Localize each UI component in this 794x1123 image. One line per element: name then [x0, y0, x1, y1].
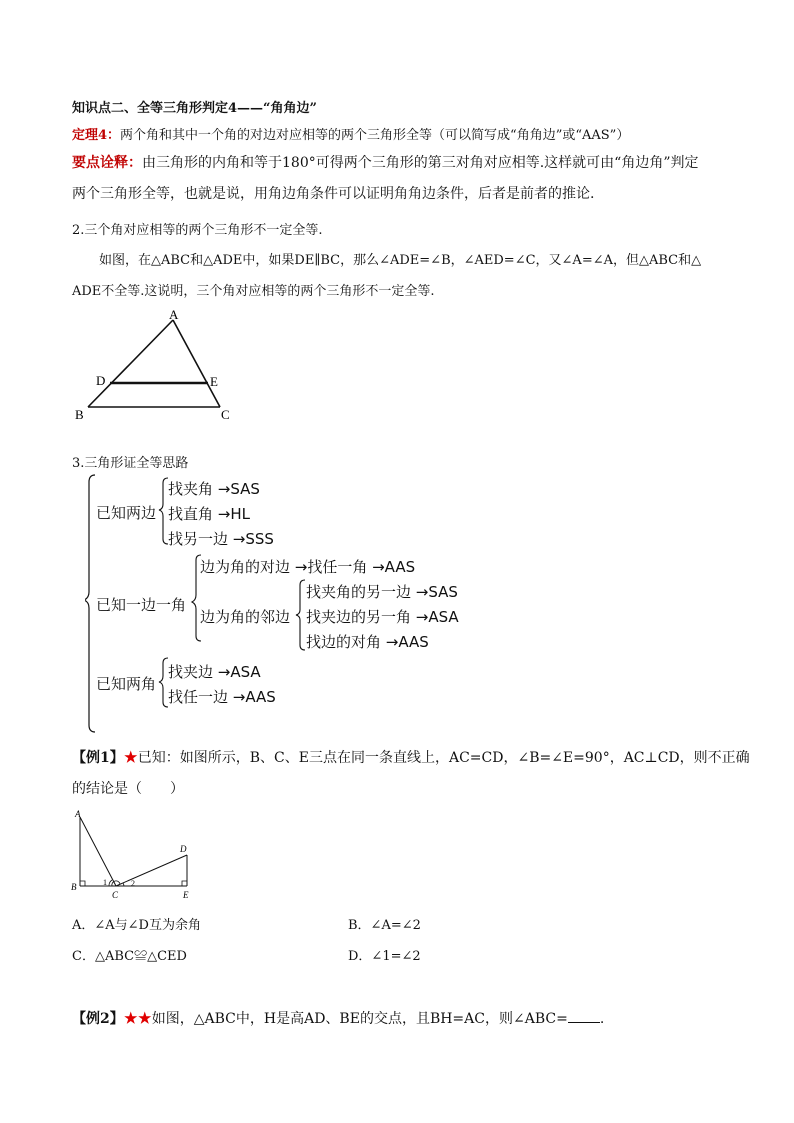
section-title: 知识点二、全等三角形判定4——“角角边” — [72, 101, 318, 116]
point2-heading: 2.三个角对应相等的两个三角形不一定全等. — [72, 223, 323, 238]
tree-two-sides-label: 已知两边 — [96, 504, 157, 522]
option-c: C．△ABC≌△CED — [72, 949, 187, 964]
key-points-line2: 两个三角形全等，也就是说，用角边角条件可以证明角角边条件，后者是前者的推论. — [72, 186, 595, 202]
tree-item: 找另一边 →SSS — [168, 530, 274, 548]
tree-one-side-one-angle-label: 已知一边一角 — [96, 596, 187, 614]
example1-question-line2: 的结论是（ ） — [72, 781, 184, 797]
tree-item: 找夹边的另一角 →ASA — [306, 608, 459, 626]
label-A: A — [169, 307, 179, 322]
tree-item: 找夹边 →ASA — [168, 663, 261, 681]
label-angle-2: 2 — [131, 879, 135, 888]
difficulty-stars: ★★ — [123, 1011, 152, 1027]
tree-adjacent-label: 边为角的邻边 — [200, 608, 291, 626]
label-C: C — [112, 890, 119, 900]
option-d: D．∠1=∠2 — [348, 949, 421, 964]
tree-item: 找任一边 →AAS — [168, 688, 276, 706]
option-b: B．∠A=∠2 — [348, 918, 421, 933]
label-D: D — [96, 373, 106, 388]
theorem-4 — [72, 124, 629, 143]
example1-tag: 【例1】 — [72, 750, 124, 766]
key-points-line1: 要点诠释：由三角形的内角和等于180°可得两个三角形的第三对角对应相等.这样就可由“角边角”判定 — [72, 155, 699, 171]
point2-paragraph-line1: 如图，在△ABC和△ADE中，如果DE∥BC，那么∠ADE=∠B，∠AED=∠C，又∠A=∠A，但△ABC和△ — [99, 253, 702, 268]
triangle-figure-1 — [70, 305, 240, 420]
example1-figure — [70, 808, 200, 903]
tree-item: 找夹角的另一边 →SAS — [306, 583, 458, 601]
tree-item: 边为角的对边 →找任一角 →AAS — [200, 558, 416, 576]
label-E: E — [210, 374, 218, 389]
point3-heading: 3.三角形证全等思路 — [72, 456, 189, 471]
theorem-label: 定理4： — [72, 128, 121, 143]
label-A: A — [75, 809, 81, 819]
tree-item: 找边的对角 →AAS — [306, 633, 429, 651]
label-C: C — [221, 407, 230, 420]
theorem-text: 两个角和其中一个角的对边对应相等的两个三角形全等（可以简写成“角角边”或“AAS”） — [120, 128, 630, 143]
difficulty-stars: ★ — [123, 750, 138, 766]
key-points-label: 要点诠释： — [72, 155, 142, 171]
label-B: B — [75, 407, 84, 420]
tree-item: 找直角 →HL — [168, 505, 250, 523]
point2-paragraph-line2: ADE不全等.这说明，三个角对应相等的两个三角形不一定全等. — [72, 284, 435, 299]
label-B: B — [71, 882, 77, 892]
tree-item: 找夹角 →SAS — [168, 480, 260, 498]
option-a: A．∠A与∠D互为余角 — [72, 918, 201, 933]
tree-two-angles-label: 已知两角 — [96, 675, 157, 693]
answer-blank — [568, 1010, 600, 1023]
label-angle-1: 1 — [103, 878, 107, 887]
example2-tag: 【例2】 — [72, 1011, 124, 1027]
label-E: E — [183, 890, 189, 900]
example1-question-line1: 【例1】★已知：如图所示，B、C、E三点在同一条直线上，AC=CD，∠B=∠E=90°，AC⊥CD，则不正确 — [72, 750, 750, 766]
example2-question: 【例2】★★如图，△ABC中，H是高AD、BE的交点，且BH=AC，则∠ABC= . — [72, 1011, 605, 1027]
label-D: D — [180, 844, 187, 854]
